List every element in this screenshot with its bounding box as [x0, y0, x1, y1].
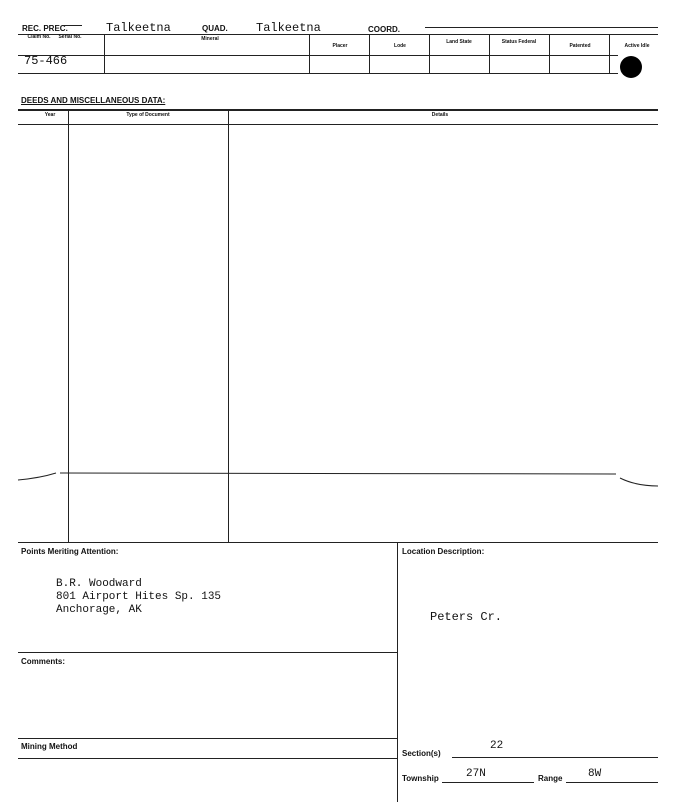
mining-method-divider	[18, 738, 397, 739]
township-value: 27N	[466, 768, 486, 780]
township-label: Township	[402, 774, 439, 783]
placer-label: Placer	[332, 43, 348, 49]
points-line-2: 801 Airport Hites Sp. 135	[56, 591, 222, 603]
type-of-document-label: Type of Document	[126, 112, 170, 118]
mineral-label: Mineral	[201, 36, 219, 42]
township-line	[442, 782, 534, 783]
points-label: Points Meriting Attention:	[21, 547, 119, 556]
serial-no-label: Serial No.	[58, 34, 82, 40]
land-state-label: Land State	[446, 39, 472, 45]
claim-no-value: 75-466	[24, 54, 68, 68]
comments-divider	[18, 652, 397, 653]
deeds-title: DEEDS AND MISCELLANEOUS DATA:	[21, 96, 166, 105]
lower-section-top	[18, 542, 658, 543]
section-line	[452, 757, 658, 758]
mining-method-line	[18, 758, 397, 759]
comments-label: Comments:	[21, 657, 66, 666]
range-value: 8W	[588, 768, 602, 780]
rec-prec-label: REC. PREC.	[22, 24, 68, 33]
location-label: Location Description:	[402, 547, 485, 556]
coord-label: COORD.	[368, 25, 400, 34]
quad-label: QUAD.	[202, 24, 228, 33]
quad-value: Talkeetna	[256, 21, 321, 35]
rec-prec-value: Talkeetna	[106, 21, 171, 35]
lode-label: Lode	[394, 43, 406, 49]
section-label: Section(s)	[402, 749, 441, 758]
active-idle-label: Active Idle	[624, 43, 650, 49]
status-federal-label: Status Federal	[501, 39, 537, 45]
details-label: Details	[431, 112, 449, 118]
points-line-3: Anchorage, AK	[56, 604, 142, 616]
claim-no-label: Claim No.	[27, 34, 51, 40]
patented-label: Patented	[569, 43, 591, 49]
range-label: Range	[538, 774, 563, 783]
mining-method-label: Mining Method	[21, 742, 78, 751]
location-value: Peters Cr.	[430, 610, 503, 624]
year-label: Year	[44, 112, 56, 118]
lower-section-divider	[397, 542, 398, 802]
points-line-1: B.R. Woodward	[56, 578, 142, 590]
section-value: 22	[490, 740, 504, 752]
range-line	[566, 782, 658, 783]
